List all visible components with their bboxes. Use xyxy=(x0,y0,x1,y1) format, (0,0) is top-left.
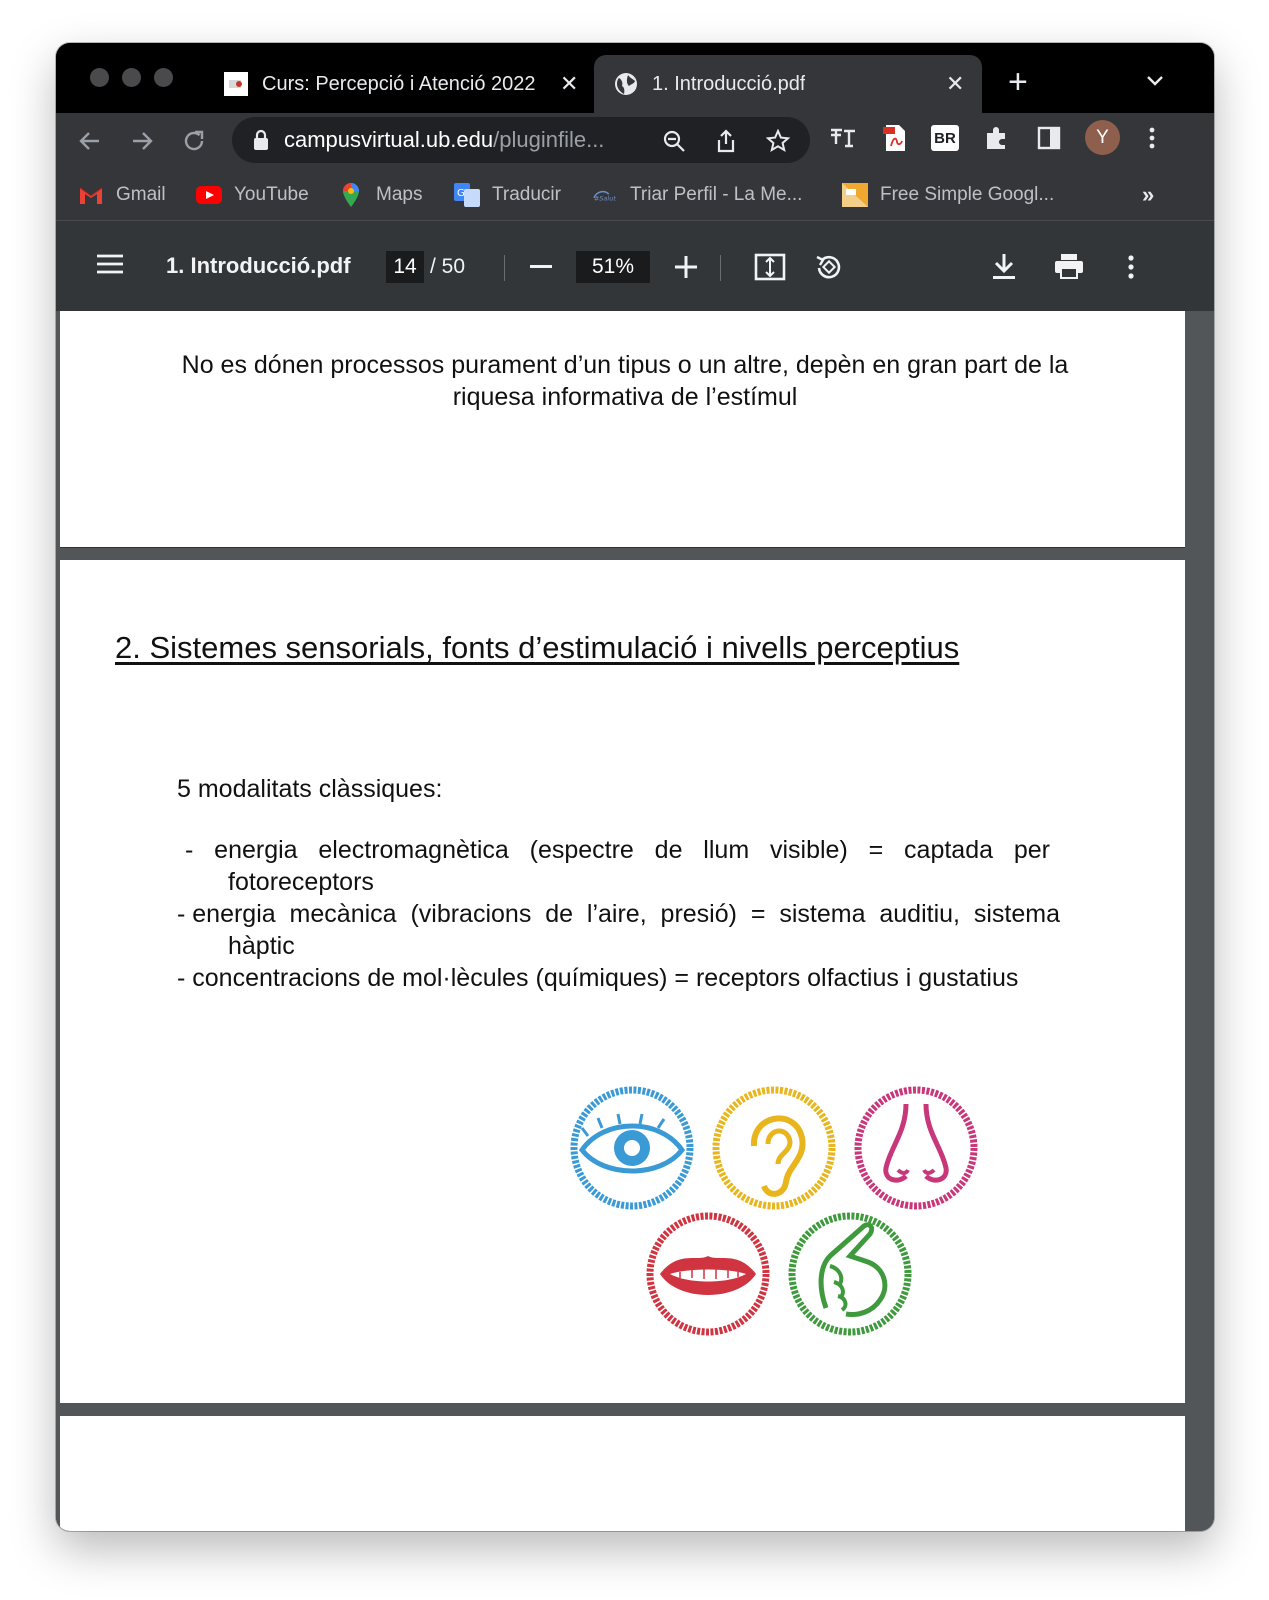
tab-title: 1. Introducció.pdf xyxy=(652,72,806,95)
bookmark-star-icon[interactable] xyxy=(766,129,790,153)
zoom-out-button[interactable] xyxy=(528,255,554,279)
sidebar-menu-icon[interactable] xyxy=(96,253,124,275)
url-host: campusvirtual.ub.edu xyxy=(284,127,494,152)
browser-toolbar xyxy=(56,113,1214,170)
rotate-icon xyxy=(814,252,844,282)
ear-icon xyxy=(716,1090,832,1206)
zoom-magnifier-icon[interactable] xyxy=(662,129,686,153)
download-button[interactable] xyxy=(992,252,1016,280)
extension-br-label: BR xyxy=(931,125,959,151)
url-text xyxy=(284,127,644,153)
globe-icon xyxy=(614,72,638,96)
bookmarks-overflow-button[interactable]: » xyxy=(1142,182,1155,207)
google-translate-icon xyxy=(454,184,480,206)
tab-search-chevron-down-icon[interactable] xyxy=(1144,69,1166,91)
reload-icon xyxy=(181,128,207,154)
side-panel-icon[interactable] xyxy=(1034,123,1064,153)
extensions-puzzle-icon[interactable] xyxy=(982,123,1012,153)
back-button[interactable] xyxy=(74,125,106,157)
rotate-button[interactable] xyxy=(814,252,844,282)
modalities-intro: 5 modalitats clàssiques: xyxy=(177,775,443,803)
tab-title: Curs: Percepció i Atenció 2022 xyxy=(262,72,536,95)
minus-icon xyxy=(530,265,552,269)
toolbar-divider xyxy=(720,255,721,281)
print-button[interactable] xyxy=(1054,253,1084,279)
bookmark-traducir[interactable] xyxy=(454,180,561,210)
plus-icon xyxy=(675,256,697,278)
chrome-menu-icon[interactable] xyxy=(1142,123,1162,153)
tab-close-button[interactable]: ✕ xyxy=(946,71,965,96)
extension-translate-icon[interactable] xyxy=(828,123,858,153)
bookmark-free-simple[interactable] xyxy=(842,180,1054,210)
browser-window xyxy=(56,43,1214,1531)
page-number-input[interactable]: 14 xyxy=(386,251,424,283)
salut-logo-icon xyxy=(592,184,618,206)
nose-icon xyxy=(858,1090,974,1206)
tab-close-button[interactable]: ✕ xyxy=(560,71,579,96)
maps-pin-icon xyxy=(338,184,364,206)
fit-to-page-button[interactable] xyxy=(754,253,786,281)
svg-text:G: G xyxy=(457,188,465,199)
bookmark-label: Gmail xyxy=(116,184,166,205)
bookmark-label: YouTube xyxy=(234,184,309,205)
bookmark-label: Maps xyxy=(376,184,423,205)
five-senses-illustration xyxy=(568,1086,978,1338)
pdf-page-14 xyxy=(60,560,1185,1403)
bookmark-gmail[interactable] xyxy=(78,180,166,210)
gmail-icon xyxy=(78,184,104,206)
tab-curs[interactable] xyxy=(224,55,586,113)
slides-template-icon xyxy=(842,184,868,206)
list-item: - energia mecànica (vibracions de l’aire, presió) = sistema auditiu, sistema xyxy=(177,900,1061,928)
page-total: / 50 xyxy=(430,255,466,278)
arrow-right-icon xyxy=(129,128,155,154)
lock-icon xyxy=(252,129,270,151)
section-heading: 2. Sistemes sensorials, fonts d’estimulació i nivells perceptius xyxy=(115,630,960,665)
list-item: - energia electromagnètica (espectre de llum visible) = captada per xyxy=(185,836,1050,864)
zoom-in-button[interactable] xyxy=(674,255,698,279)
download-icon xyxy=(992,252,1016,280)
address-bar[interactable] xyxy=(232,117,810,163)
pdf-more-options-icon[interactable] xyxy=(1128,255,1134,279)
bookmark-youtube[interactable] xyxy=(196,180,309,210)
eye-icon xyxy=(574,1090,690,1206)
zoom-level-input[interactable]: 51% xyxy=(576,251,650,283)
pdf-page-13 xyxy=(60,311,1185,548)
list-item-continuation: fotoreceptors xyxy=(228,868,374,896)
bookmarks-bar xyxy=(56,170,1214,221)
pdf-page-15 xyxy=(60,1416,1185,1531)
pdf-toolbar xyxy=(56,221,1214,311)
new-tab-button[interactable]: + xyxy=(1008,63,1028,101)
printer-icon xyxy=(1054,253,1084,279)
extension-pdf-icon[interactable] xyxy=(880,123,910,153)
campus-favicon-icon xyxy=(224,72,248,96)
toolbar-divider xyxy=(504,255,505,281)
hand-icon xyxy=(792,1216,908,1332)
bookmark-maps[interactable] xyxy=(338,180,422,210)
list-item-continuation: hàptic xyxy=(228,932,295,960)
reload-button[interactable] xyxy=(178,125,210,157)
page-body-text: No es dónen processos purament d’un tipus o un altre, depèn en gran part de la riquesa informativa de l’estímul xyxy=(181,351,1069,411)
profile-avatar[interactable]: Y xyxy=(1085,120,1120,155)
pdf-viewer[interactable] xyxy=(56,311,1214,1531)
url-path: /pluginfile... xyxy=(493,127,605,152)
mouth-icon xyxy=(650,1216,766,1332)
youtube-icon xyxy=(196,184,222,206)
bookmark-label: Traducir xyxy=(492,184,561,205)
share-icon[interactable] xyxy=(714,129,738,153)
close-window-button[interactable] xyxy=(90,68,109,87)
svg-text:#Salut: #Salut xyxy=(593,194,616,202)
arrow-left-icon xyxy=(77,128,103,154)
bookmark-label: Triar Perfil - La Me... xyxy=(630,184,803,205)
list-item: - concentracions de mol·lècules (químiques) = receptors olfactius i gustatius xyxy=(177,964,1019,992)
extension-br-icon[interactable] xyxy=(930,123,960,153)
minimize-window-button[interactable] xyxy=(122,68,141,87)
forward-button[interactable] xyxy=(126,125,158,157)
fit-page-icon xyxy=(754,253,786,281)
maximize-window-button[interactable] xyxy=(154,68,173,87)
tab-strip xyxy=(56,43,1214,113)
bookmark-label: Free Simple Googl... xyxy=(880,184,1055,205)
bookmark-triar-perfil[interactable] xyxy=(592,180,802,210)
pdf-filename: 1. Introducció.pdf xyxy=(166,253,351,278)
tab-introduccio-pdf[interactable] xyxy=(594,55,982,113)
